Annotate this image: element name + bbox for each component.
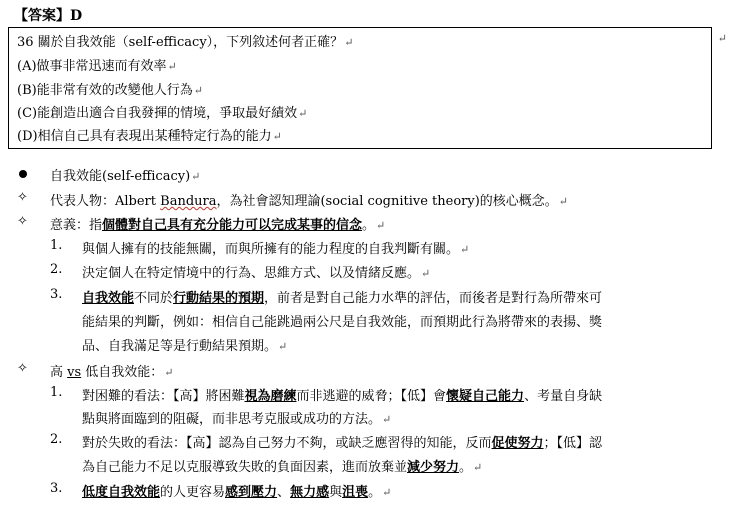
meaning-line (50, 214, 385, 233)
diamond-bullet-icon: ✧ (17, 190, 28, 205)
answer-label: 【答案】D (14, 8, 83, 24)
notes-heading (50, 165, 200, 184)
option-d (17, 125, 282, 144)
option-b (17, 79, 203, 98)
hl-item-number: 2. (50, 432, 63, 447)
meaning-item-number: 2. (50, 262, 63, 277)
hl2-text-1: 對於失敗的看法：【高】認為自己努力不夠，或缺乏應習得的知能，反而 (82, 436, 492, 451)
hl-item-1-line1 (82, 385, 602, 404)
hl-item-number: 3. (50, 481, 63, 496)
return-mark-icon: ↵ (382, 413, 392, 426)
option-c-text: (C)能創造出適合自我發揮的情境，爭取最好績效 (17, 106, 298, 121)
return-mark-icon: ↵ (344, 36, 354, 49)
meaning-item-3-line1 (82, 287, 602, 306)
item3-line3-text: 品、自我滿足等是行動結果預期。 (82, 339, 278, 354)
hl-suffix: 低自我效能： (81, 365, 164, 380)
question-box (8, 27, 727, 149)
high-low-heading (50, 361, 174, 380)
return-mark-icon: ↵ (473, 461, 483, 474)
return-mark-icon: ↵ (278, 340, 288, 353)
hl3-text-1: 的人更容易 (160, 485, 226, 500)
meaning-item-text: 決定個人在特定情境中的行為、思維方式、以及情緒反應。 (82, 266, 421, 281)
rep-prefix: 代表人物：Albert (50, 194, 161, 209)
hl-item-number: 1. (50, 385, 63, 400)
meaning-item-3-line2: 能結果的判斷，例如：相信自己能跳過兩公尺是自我效能，而預期此行為將帶來的表揚、獎 (82, 315, 603, 330)
hl3-bold-1: 低度自我效能 (82, 485, 161, 500)
hl2-line2-bold: 減少努力 (407, 460, 460, 475)
meaning-item-number: 3. (50, 287, 63, 302)
meaning-prefix: 意義：指 (50, 218, 103, 233)
hl1-line2-text: 點與將面臨到的阻礙，而非思考克服或成功的方法。 (82, 412, 382, 427)
bullet-dot-icon (19, 170, 27, 178)
hl-item-2-line1 (82, 432, 602, 451)
return-mark-icon: ↵ (460, 243, 470, 256)
meaning-suffix: 。 (362, 218, 376, 233)
hl2-line2-text: 為自己能力不足以克服導致失敗的負面因素，進而放棄並 (82, 460, 408, 475)
hl3-text-4: 。 (368, 485, 382, 500)
hl-item-3 (82, 481, 391, 500)
hl-prefix: 高 (50, 365, 68, 380)
option-d-text: (D)相信自己具有表現出某種特定行為的能力 (17, 129, 272, 144)
hl3-text-2: 、 (277, 485, 291, 500)
hl1-text-3: 、考量自身缺 (524, 389, 603, 404)
meaning-bold: 個體對自己具有充分能力可以完成某事的信念 (102, 218, 363, 233)
rep-name: Bandura (160, 194, 217, 209)
option-a-text: (A)做事非常迅速而有效率 (17, 59, 167, 74)
hl-item-2-line2 (82, 456, 482, 475)
item3-bold-1: 自我效能 (82, 291, 135, 306)
hl3-bold-3: 無力感 (290, 485, 330, 500)
meaning-item-text: 與個人擁有的技能無關，而與所擁有的能力程度的自我判斷有關。 (82, 242, 460, 257)
hl2-bold-1: 促使努力 (491, 436, 544, 451)
return-mark-icon: ↵ (164, 366, 174, 379)
meaning-item-number: 1. (50, 238, 63, 253)
meaning-item-3-line3 (82, 335, 287, 354)
hl2-line2-end: 。 (459, 460, 473, 475)
cell-end-mark-icon: ↵ (717, 32, 727, 45)
rep-suffix: ，為社會認知理論(social cognitive theory)的核心概念。 (216, 194, 558, 209)
item3-text-2: ，前者是對自己能力水準的評估，而後者是對行為所帶來可 (264, 291, 603, 306)
question-stem-text: 36 關於自我效能（self-efficacy），下列敘述何者正確？ (17, 35, 344, 50)
return-mark-icon: ↵ (167, 60, 177, 73)
return-mark-icon: ↵ (376, 219, 386, 232)
item3-text-1: 不同於 (134, 291, 174, 306)
diamond-bullet-icon: ✧ (17, 214, 28, 229)
hl1-text-1: 對困難的看法：【高】將困難 (82, 389, 245, 404)
hl3-bold-2: 感到壓力 (225, 485, 278, 500)
return-mark-icon: ↵ (421, 267, 431, 280)
question-stem (17, 31, 353, 50)
meaning-item (82, 262, 430, 281)
meaning-item (82, 238, 469, 257)
return-mark-icon: ↵ (298, 107, 308, 120)
representative-line (50, 190, 568, 209)
hl2-text-2: ；【低】認 (543, 436, 603, 451)
notes-heading-text: 自我效能(self-efficacy) (50, 169, 191, 184)
hl1-bold-2: 懷疑自己能力 (446, 389, 525, 404)
hl1-bold-1: 視為磨練 (244, 389, 297, 404)
hl3-bold-4: 沮喪 (342, 485, 369, 500)
option-c (17, 102, 307, 121)
option-b-text: (B)能非常有效的改變他人行為 (17, 83, 193, 98)
hl-item-1-line2 (82, 408, 391, 427)
return-mark-icon: ↵ (193, 84, 203, 97)
diamond-bullet-icon: ✧ (17, 361, 28, 376)
return-mark-icon: ↵ (558, 195, 569, 208)
return-mark-icon: ↵ (191, 170, 201, 183)
return-mark-icon: ↵ (272, 130, 282, 143)
option-a (17, 55, 177, 74)
hl1-text-2: 而非逃避的威脅；【低】會 (296, 389, 447, 404)
hl3-text-3: 與 (329, 485, 343, 500)
item3-bold-2: 行動結果的預期 (173, 291, 265, 306)
hl-vs: vs (67, 365, 82, 380)
return-mark-icon: ↵ (382, 486, 392, 499)
